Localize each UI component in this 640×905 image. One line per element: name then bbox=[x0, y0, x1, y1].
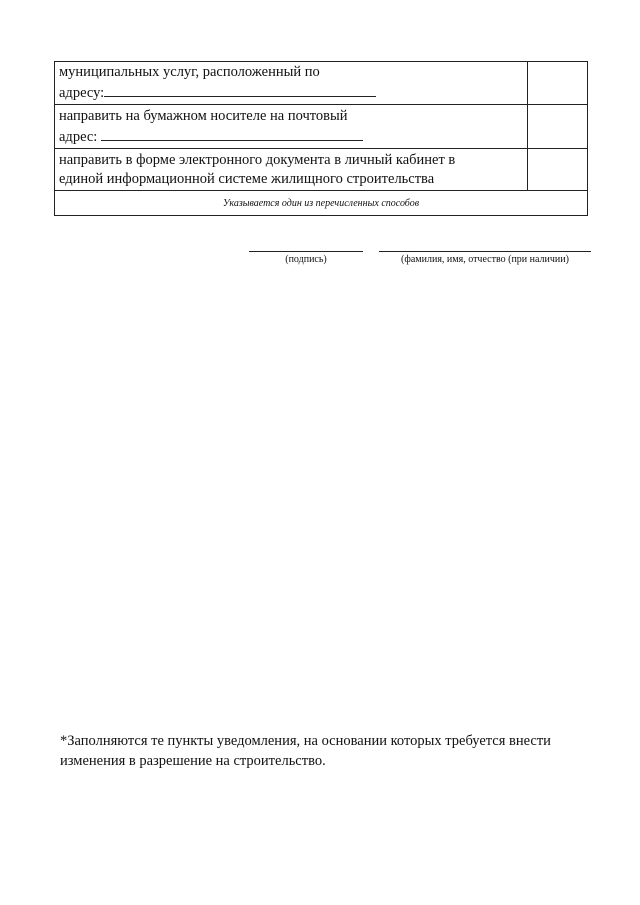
postal-address-blank-field[interactable] bbox=[101, 126, 363, 141]
option-office-text bbox=[55, 62, 528, 105]
full-name-label: (фамилия, имя, отчество (при наличии) bbox=[401, 254, 569, 265]
option-line: муниципальных услуг, расположенный по bbox=[59, 64, 320, 80]
option-line: направить в форме электронного документа в личный кабинет в bbox=[59, 152, 456, 168]
table-row bbox=[55, 105, 588, 149]
option-line: единой информационной системе жилищного строительства bbox=[59, 171, 435, 187]
delivery-method-table bbox=[54, 61, 588, 216]
address-prefix: адрес: bbox=[59, 129, 98, 145]
option-address-line bbox=[59, 126, 523, 147]
option-electronic-check-cell[interactable] bbox=[528, 149, 588, 191]
option-office-check-cell[interactable] bbox=[528, 62, 588, 105]
option-line: направить на бумажном носителе на почтовый bbox=[59, 108, 348, 124]
full-name-line[interactable] bbox=[379, 251, 591, 252]
footnote-line: изменения в разрешение на строительство. bbox=[60, 753, 326, 769]
address-blank-field[interactable] bbox=[104, 82, 376, 97]
footnote bbox=[60, 731, 590, 771]
table-row bbox=[55, 191, 588, 216]
address-prefix: адресу: bbox=[59, 85, 105, 101]
table-row bbox=[55, 149, 588, 191]
option-address-line bbox=[59, 82, 523, 103]
footnote-line: *Заполняются те пункты уведомления, на основании которых требуется внести bbox=[60, 733, 551, 749]
signature-label: (подпись) bbox=[285, 254, 327, 265]
table-row bbox=[55, 62, 588, 105]
option-electronic-text bbox=[55, 149, 528, 191]
signature-line[interactable] bbox=[249, 251, 363, 252]
table-note: Указывается один из перечисленных способов bbox=[55, 191, 588, 216]
option-mail-text bbox=[55, 105, 528, 149]
option-mail-check-cell[interactable] bbox=[528, 105, 588, 149]
